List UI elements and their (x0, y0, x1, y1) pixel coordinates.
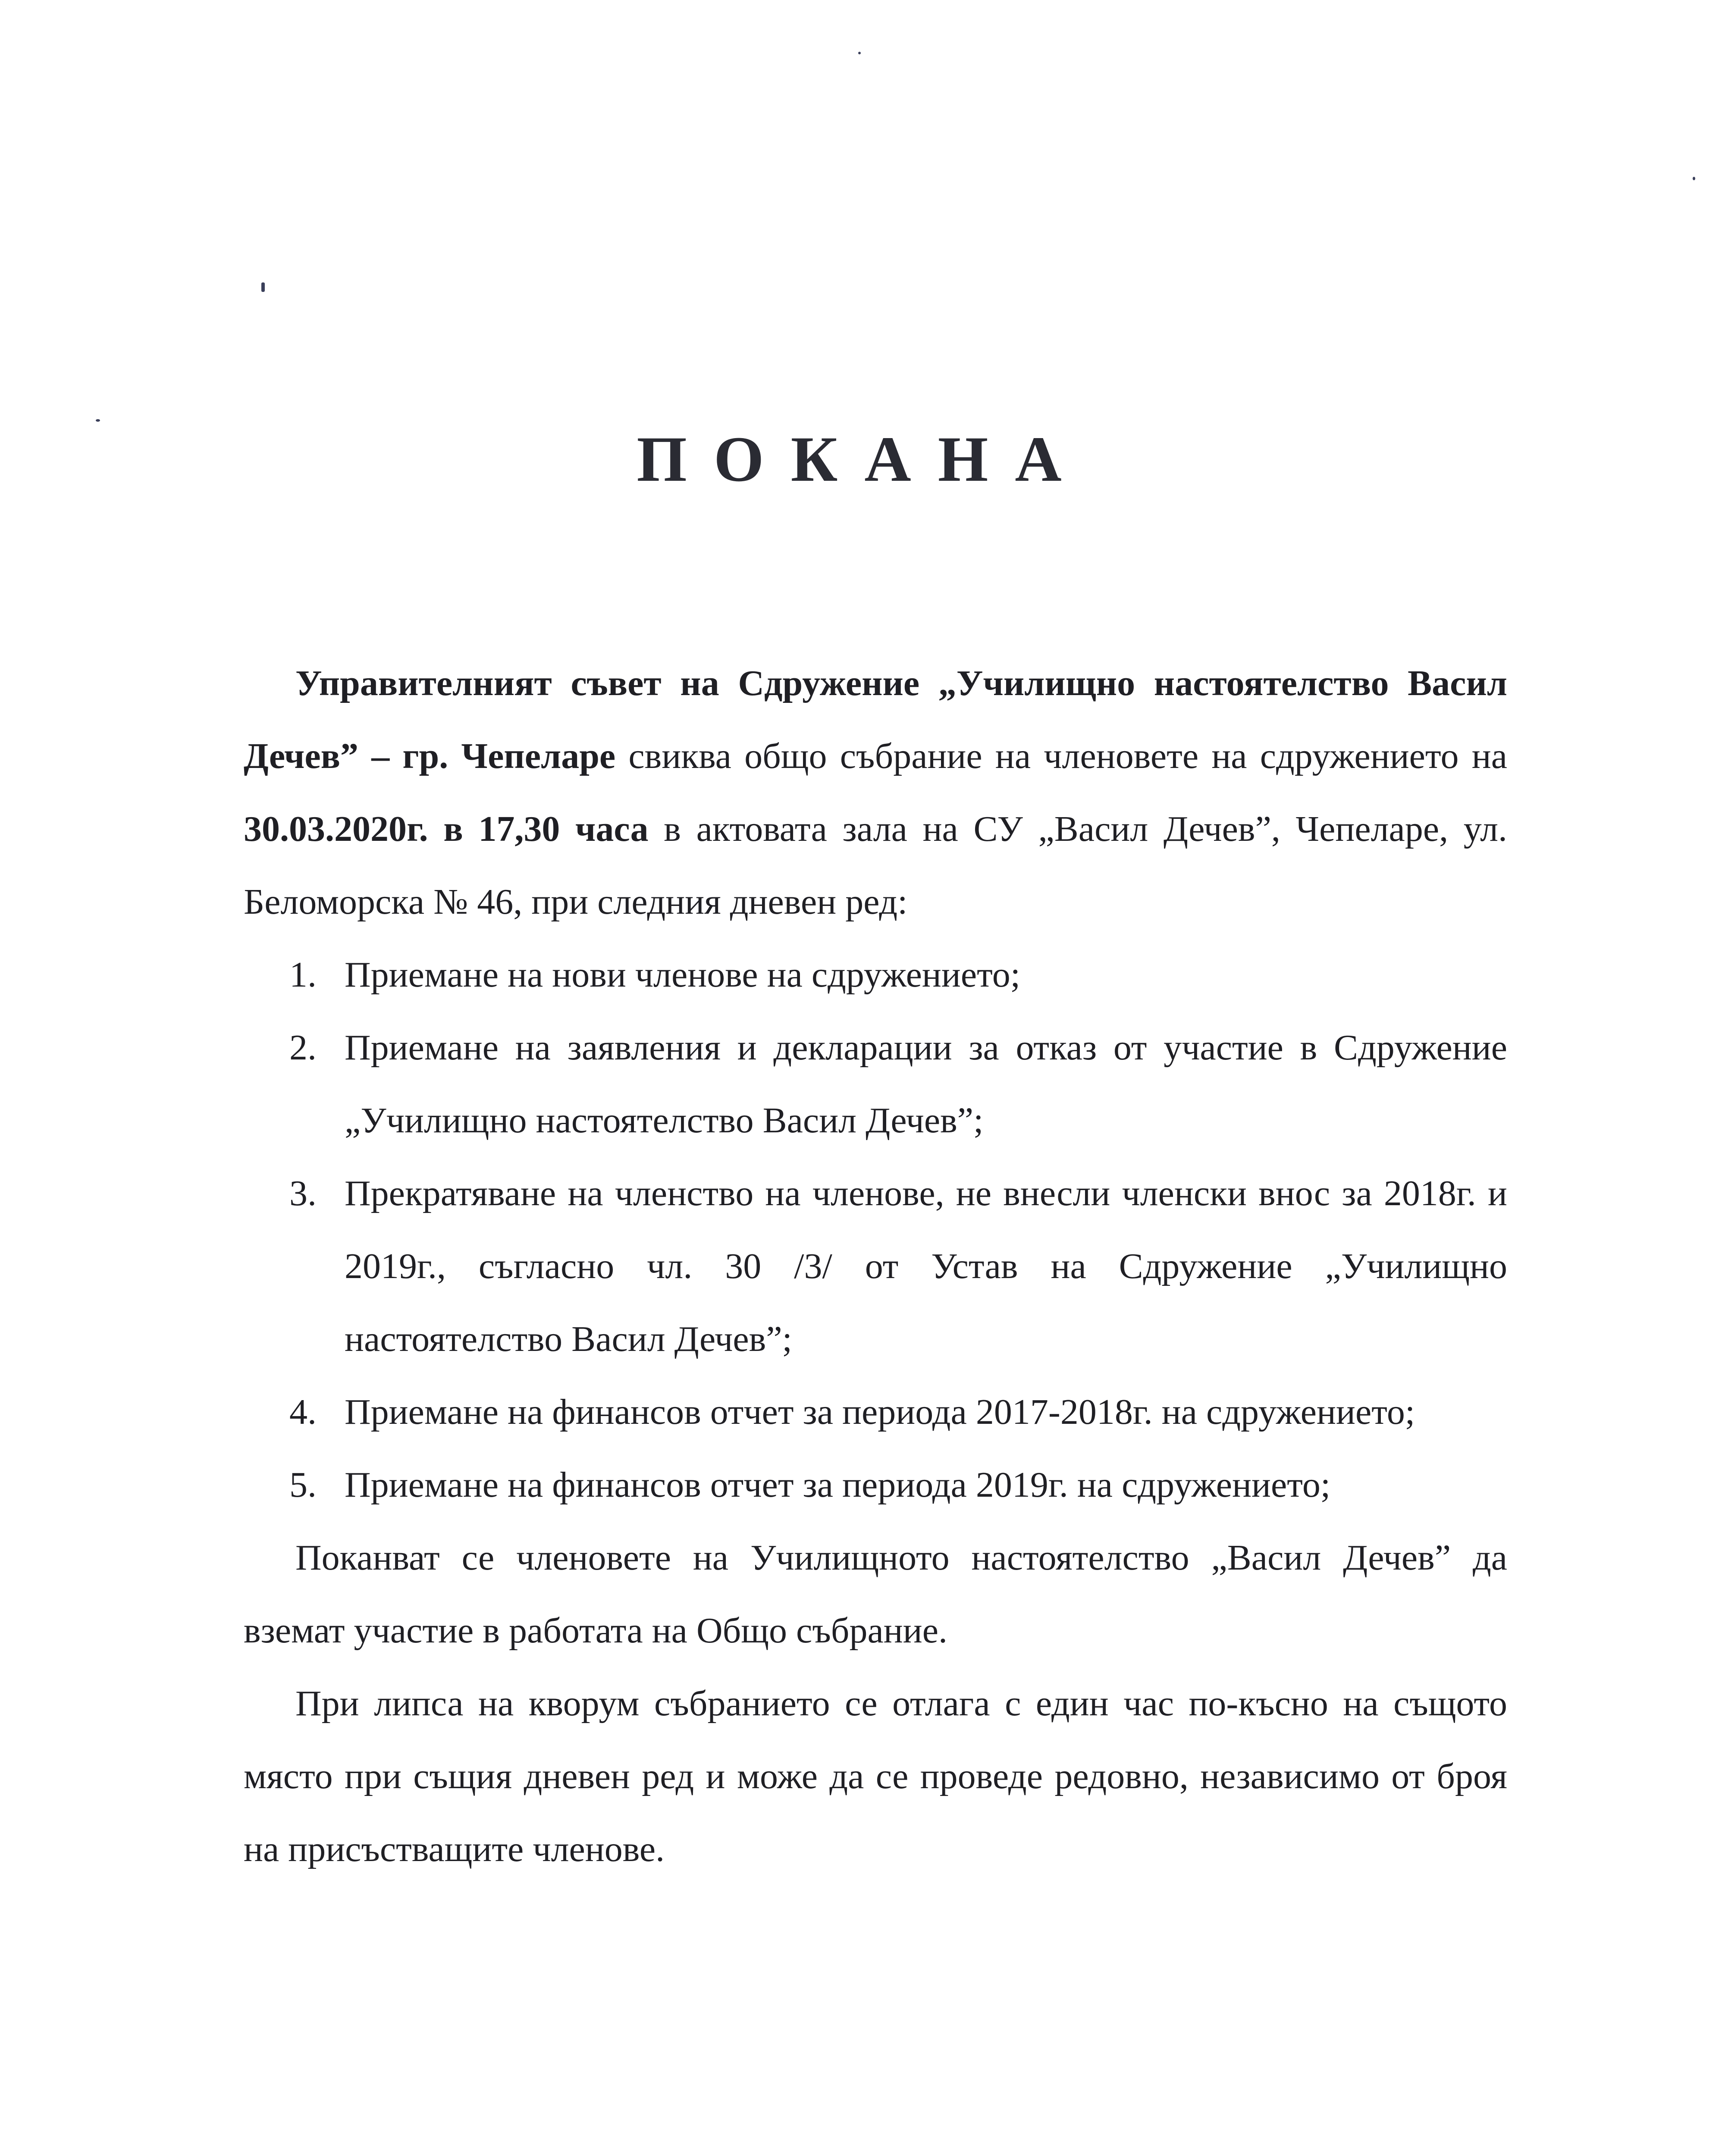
quorum-paragraph: При липса на кворум събранието се отлага с един час по-късно на същото място при същия дневен ред и може да се проведе редовно, независимо от броя на присъстващите членове. (244, 1683, 1507, 1869)
invitation-paragraph: Поканват се членовете на Училищното настоятелство „Васил Дечев” да вземат участие в работата на Общо събрание. (244, 1538, 1507, 1651)
agenda-item-number: 5. (289, 1465, 317, 1505)
scan-speck (261, 282, 265, 292)
agenda-item (244, 1011, 1507, 1157)
meeting-date: 30.03.2020г. (244, 809, 428, 849)
agenda-item (244, 938, 1507, 1011)
agenda-item-text: Приемане на заявления и декларации за отказ от участие в Сдружение „Училищно настоятелство Васил Дечев”; (345, 1028, 1507, 1141)
document-title: ПОКАНА (637, 423, 1088, 495)
agenda-item-number: 3. (289, 1173, 317, 1213)
agenda-item-text: Приемане на финансов отчет за периода 2017-2018г. на сдружението; (345, 1392, 1415, 1432)
agenda-item (244, 1157, 1507, 1376)
agenda-item (244, 1448, 1507, 1521)
agenda-item-text: Приемане на нови членове на сдружението; (345, 955, 1021, 995)
document-body (244, 647, 1507, 1886)
agenda-item-number: 1. (289, 955, 317, 995)
agenda-item-number: 4. (289, 1392, 317, 1432)
agenda-item-text: Прекратяване на членство на членове, не внесли членски внос за 2018г. и 2019г., съгласно чл. 30 /3/ от Устав на Сдружение „Училищно настоятелство Васил Дечев”; (345, 1173, 1507, 1359)
agenda-item-text: Приемане на финансов отчет за периода 2019г. на сдружението; (345, 1465, 1331, 1505)
intro-text-2: в актовата зала на СУ „Васил Дечев”, Чепеларе, ул. Беломорска № 46, при следния дневен ред: (244, 809, 1507, 922)
intro-text-1: свиква общо събрание на членовете на сдружението на (615, 736, 1507, 776)
intro-paragraph (244, 647, 1507, 938)
meeting-time: в 17,30 часа (428, 809, 649, 849)
agenda-item (244, 1376, 1507, 1448)
organizer-text: Управителният съвет на Сдружение „Училищно настоятелство Васил Дечев” – гр. Чепеларе (244, 663, 1507, 776)
agenda-list (244, 938, 1507, 1521)
scan-speck (1693, 177, 1695, 180)
agenda-item-number: 2. (289, 1028, 317, 1068)
scan-speck (858, 52, 861, 54)
